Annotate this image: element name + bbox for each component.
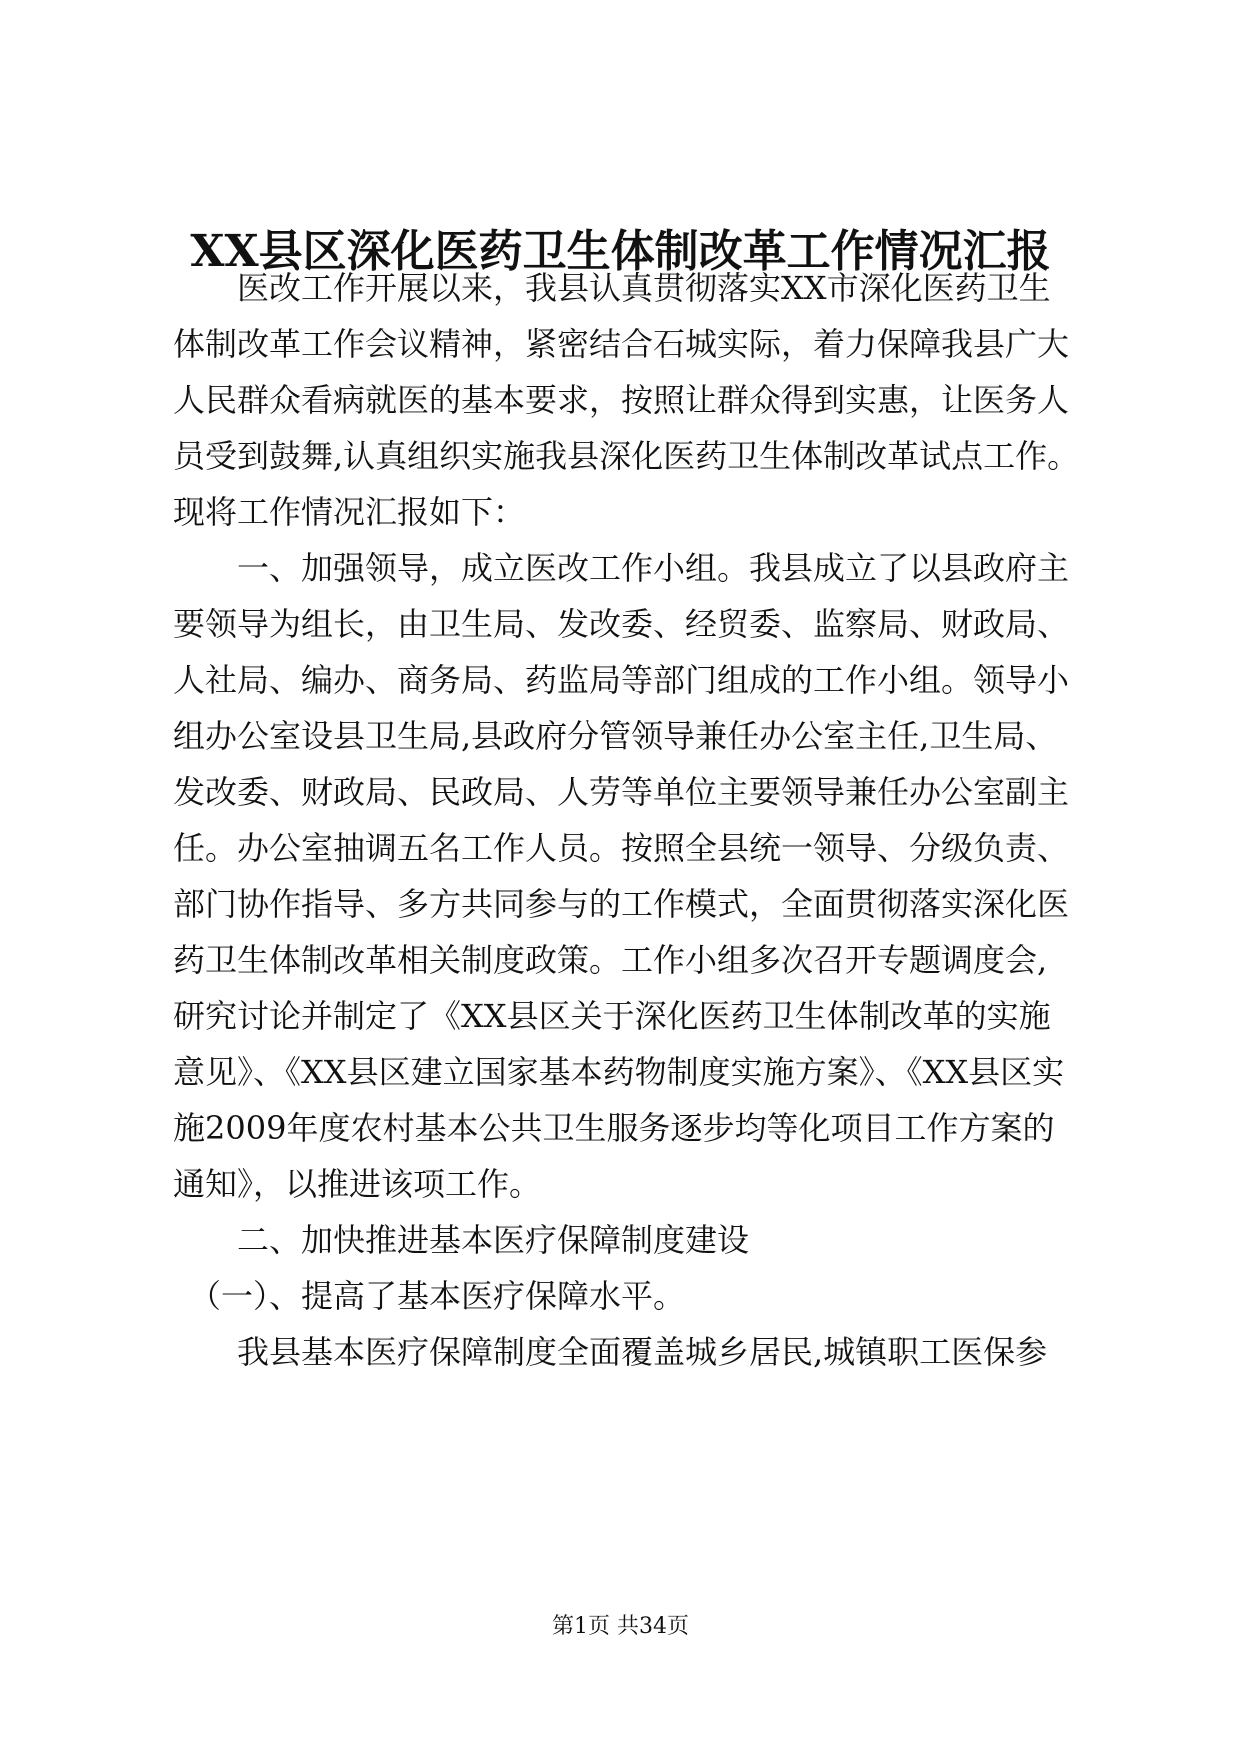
body-line: 研究讨论并制定了《XX县区关于深化医药卫生体制改革的实施 bbox=[173, 997, 1051, 1035]
body-line: 意见》、《XX县区建立国家基本药物制度实施方案》、《XX县区实 bbox=[173, 1053, 1065, 1091]
section-heading: 二、加快推进基本医疗保障制度建设 bbox=[173, 1221, 750, 1259]
body-line: 施2009年度农村基本公共卫生服务逐步均等化项目工作方案的 bbox=[173, 1109, 1055, 1147]
body-line: 要领导为组长，由卫生局、发改委、经贸委、监察局、财政局、 bbox=[173, 605, 1070, 643]
body-line: 通知》，以推进该项工作。 bbox=[173, 1165, 542, 1203]
page-footer: 第1页 共34页 bbox=[552, 1614, 689, 1639]
body-line: 现将工作情况汇报如下： bbox=[173, 493, 526, 531]
body-line: 人民群众看病就医的基本要求，按照让群众得到实惠，让医务人 bbox=[173, 381, 1070, 419]
body-line: 我县基本医疗保障制度全面覆盖城乡居民,城镇职工医保参 bbox=[173, 1333, 1048, 1371]
body-line: 人社局、编办、商务局、药监局等部门组成的工作小组。领导小 bbox=[173, 661, 1070, 699]
subsection-heading: （一）、提高了基本医疗保障水平。 bbox=[173, 1277, 686, 1315]
body-line: 一、加强领导，成立医改工作小组。我县成立了以县政府主 bbox=[173, 549, 1070, 587]
body-line: 员受到鼓舞,认真组织实施我县深化医药卫生体制改革试点工作。 bbox=[173, 437, 1080, 475]
body-line: 任。办公室抽调五名工作人员。按照全县统一领导、分级负责、 bbox=[173, 829, 1070, 867]
body-line: 部门协作指导、多方共同参与的工作模式，全面贯彻落实深化医 bbox=[173, 885, 1070, 923]
body-line: 组办公室设县卫生局,县政府分管领导兼任办公室主任,卫生局、 bbox=[173, 717, 1058, 755]
body-line: 药卫生体制改革相关制度政策。工作小组多次召开专题调度会, bbox=[173, 941, 1048, 979]
body-line: 体制改革工作会议精神，紧密结合石城实际，着力保障我县广大 bbox=[173, 325, 1070, 363]
document-title: XX县区深化医药卫生体制改革工作情况汇报 bbox=[190, 226, 1051, 277]
body-line: 医改工作开展以来，我县认真贯彻落实XX市深化医药卫生 bbox=[173, 269, 1051, 307]
body-line: 发改委、财政局、民政局、人劳等单位主要领导兼任办公室副主 bbox=[173, 773, 1070, 811]
